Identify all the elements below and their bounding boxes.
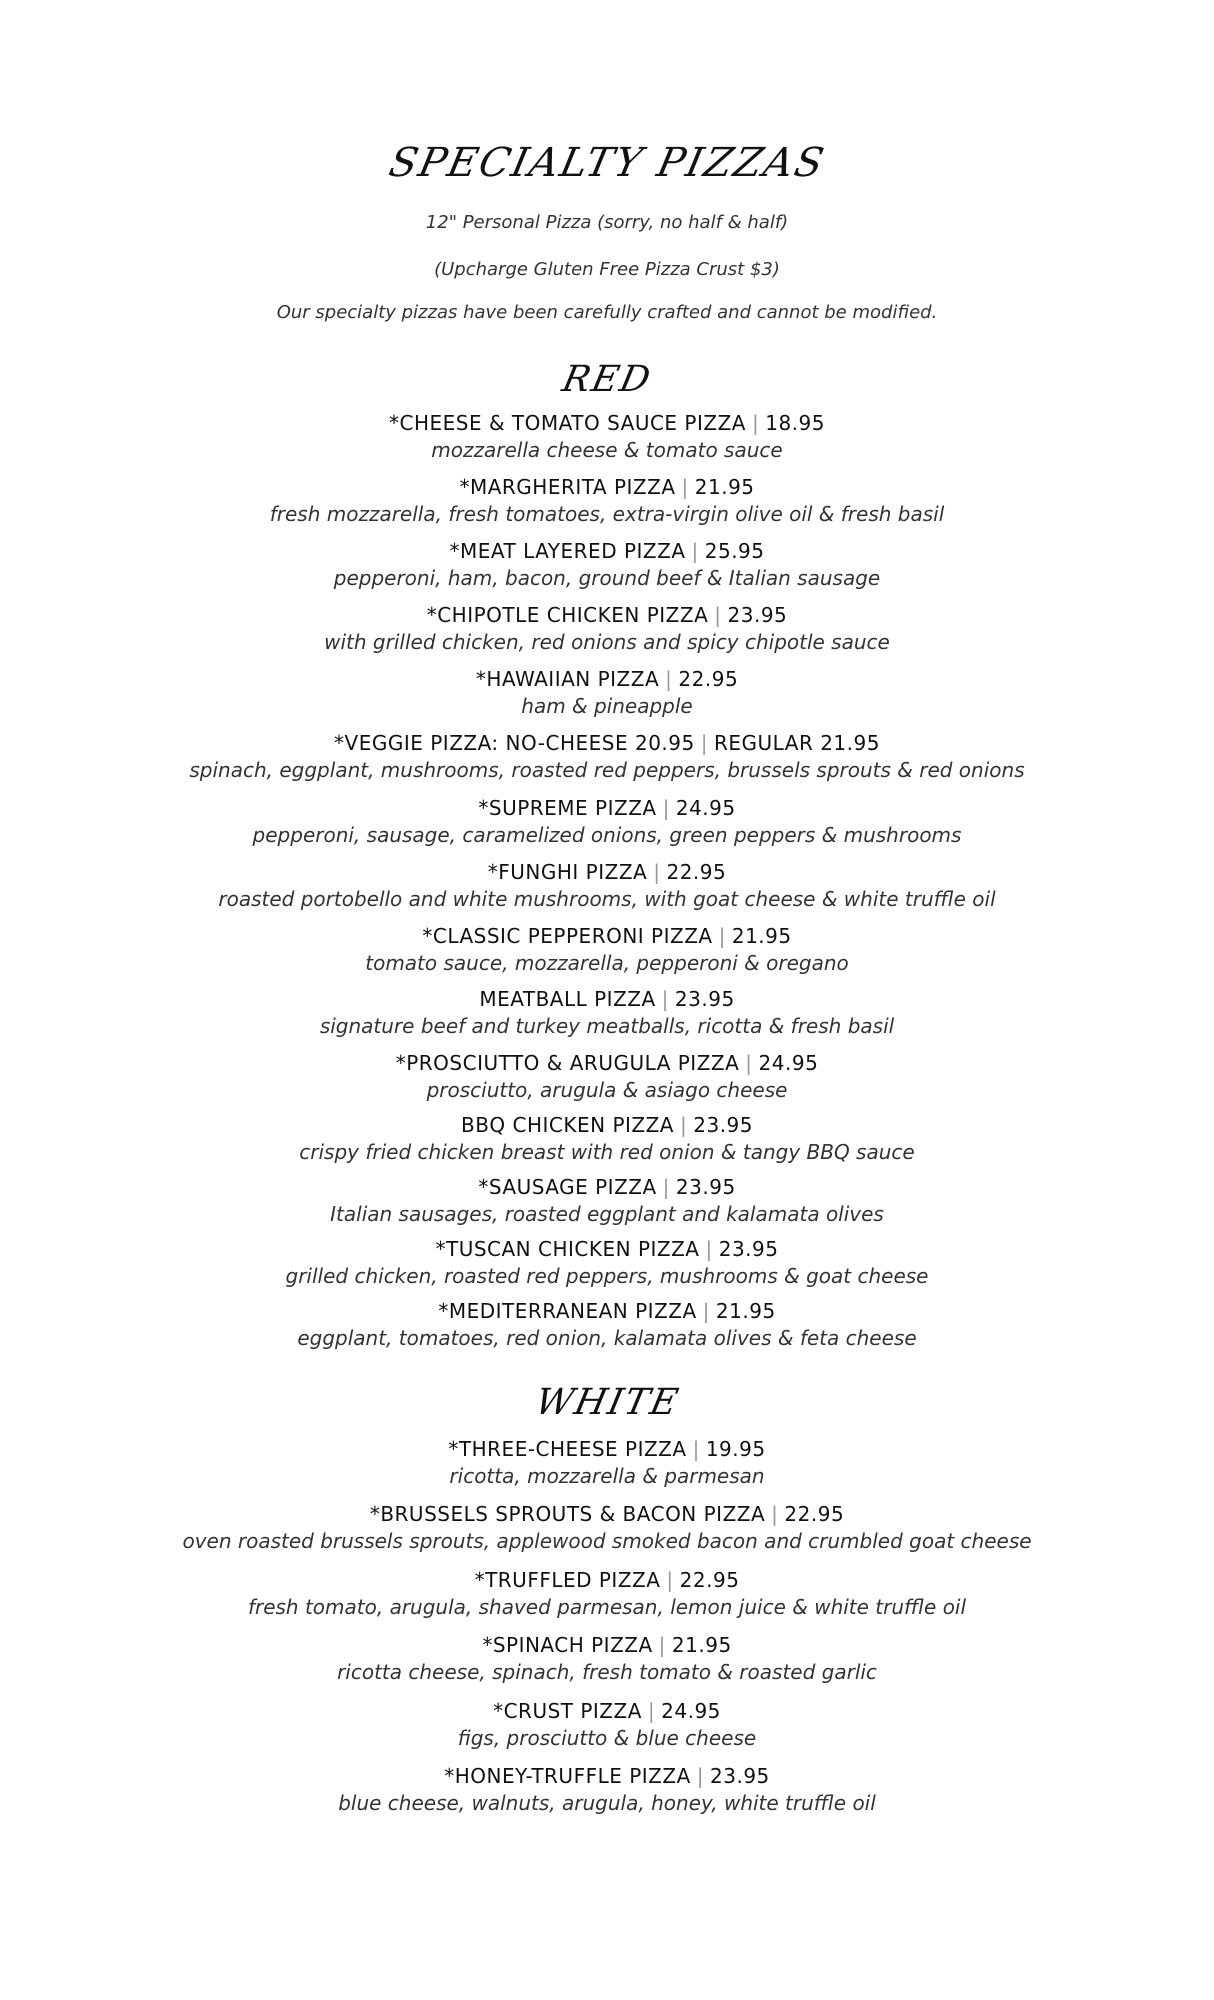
menu-item-description: ham & pineapple: [521, 694, 693, 718]
menu-item-price: 21.95: [671, 1633, 732, 1657]
menu-item: [0, 538, 1214, 591]
menu-item-heading: [0, 1236, 1214, 1263]
menu-item: [0, 730, 1214, 783]
menu-item-description: prosciutto, arugula & asiago cheese: [426, 1078, 788, 1102]
menu-item-description: ricotta, mozzarella & parmesan: [449, 1464, 765, 1488]
price-separator: |: [771, 1502, 779, 1526]
menu-item-heading: [0, 859, 1214, 886]
menu-item-name: *MEAT LAYERED PIZZA: [449, 539, 686, 563]
price-separator: |: [653, 860, 661, 884]
menu-item-name: *HONEY-TRUFFLE PIZZA: [444, 1764, 691, 1788]
menu-item-price: 21.95: [731, 924, 792, 948]
menu-item-name: BBQ CHICKEN PIZZA: [460, 1113, 674, 1137]
menu-item-description: oven roasted brussels sprouts, applewood smoked bacon and crumbled goat cheese: [182, 1529, 1032, 1553]
menu-item-heading: [0, 538, 1214, 565]
menu-item-name: *TRUFFLED PIZZA: [474, 1568, 661, 1592]
price-separator: |: [702, 1299, 710, 1323]
price-separator: |: [714, 603, 722, 627]
menu-item-name: *THREE-CHEESE PIZZA: [448, 1437, 687, 1461]
menu-item-heading: [0, 602, 1214, 629]
price-separator: |: [665, 667, 673, 691]
price-separator: |: [662, 796, 670, 820]
price-separator: |: [718, 924, 726, 948]
menu-item-price: 21.95: [694, 475, 755, 499]
menu-item-price: 22.95: [666, 860, 727, 884]
menu-item-description: figs, prosciutto & blue cheese: [457, 1726, 757, 1750]
menu-item: [0, 474, 1214, 527]
menu-item-description: with grilled chicken, red onions and spicy chipotle sauce: [324, 630, 890, 654]
menu-item-price: 25.95: [704, 539, 765, 563]
menu-item: [0, 1236, 1214, 1289]
price-separator: |: [700, 731, 708, 755]
section-title-white: [0, 1381, 1214, 1425]
page-title-text: SPECIALTY PIZZAS: [384, 140, 830, 186]
menu-item-heading: [0, 474, 1214, 501]
menu-item: [0, 1112, 1214, 1165]
menu-item-name: *HAWAIIAN PIZZA: [475, 667, 660, 691]
menu-item-heading: [0, 1112, 1214, 1139]
menu-item-name: *CRUST PIZZA: [493, 1699, 642, 1723]
menu-item-heading: [0, 1501, 1214, 1528]
menu-item-price: 24.95: [758, 1051, 819, 1075]
menu-item-name: *VEGGIE PIZZA: NO-CHEESE 20.95: [334, 731, 695, 755]
price-separator: |: [680, 1113, 688, 1137]
menu-item-heading: [0, 1763, 1214, 1790]
menu-item-name: *MARGHERITA PIZZA: [459, 475, 676, 499]
price-separator: |: [692, 1437, 700, 1461]
price-separator: |: [658, 1633, 666, 1657]
menu-item-price: 23.95: [674, 987, 735, 1011]
menu-item-description: Italian sausages, roasted eggplant and kalamata olives: [330, 1202, 884, 1226]
menu-item-name: *CHIPOTLE CHICKEN PIZZA: [426, 603, 709, 627]
menu-item: [0, 1050, 1214, 1103]
menu-item: [0, 1501, 1214, 1554]
menu-item: [0, 859, 1214, 912]
menu-item-heading: [0, 795, 1214, 822]
menu-item-name: *SUPREME PIZZA: [478, 796, 657, 820]
menu-item-description: pepperoni, sausage, caramelized onions, green peppers & mushrooms: [252, 823, 962, 847]
menu-item-name: *CHEESE & TOMATO SAUCE PIZZA: [389, 411, 746, 435]
menu-item: [0, 795, 1214, 848]
menu-item-name: *CLASSIC PEPPERONI PIZZA: [422, 924, 713, 948]
menu-item-description: tomato sauce, mozzarella, pepperoni & oregano: [365, 951, 849, 975]
price-separator: |: [696, 1764, 705, 1788]
price-separator: |: [666, 1568, 674, 1592]
menu-item-price: REGULAR 21.95: [713, 731, 880, 755]
menu-item-description: blue cheese, walnuts, arugula, honey, white truffle oil: [338, 1791, 876, 1815]
menu-item-heading: [0, 1632, 1214, 1659]
menu-item-price: 23.95: [693, 1113, 754, 1137]
menu-item-name: *SPINACH PIZZA: [482, 1633, 653, 1657]
price-separator: |: [661, 987, 669, 1011]
size-note: 12" Personal Pizza (sorry, no half & half): [425, 212, 789, 233]
menu-item: [0, 923, 1214, 976]
menu-item-heading: [0, 923, 1214, 950]
menu-item: [0, 1763, 1214, 1816]
menu-item-heading: [0, 1174, 1214, 1201]
menu-item-description: ricotta cheese, spinach, fresh tomato & roasted garlic: [337, 1660, 877, 1684]
menu-item-description: mozzarella cheese & tomato sauce: [431, 438, 783, 462]
menu-item-price: 24.95: [675, 796, 736, 820]
menu-item: [0, 986, 1214, 1039]
menu-item-name: *SAUSAGE PIZZA: [478, 1175, 657, 1199]
menu-item-heading: [0, 410, 1214, 437]
menu-item-name: *MEDITERRANEAN PIZZA: [438, 1299, 697, 1323]
menu-item-description: signature beef and turkey meatballs, ricotta & fresh basil: [319, 1014, 895, 1038]
menu-item: [0, 1698, 1214, 1751]
menu-item-price: 21.95: [715, 1299, 776, 1323]
menu-item-name: *FUNGHI PIZZA: [487, 860, 648, 884]
price-separator: |: [745, 1051, 753, 1075]
menu-item-description: fresh tomato, arugula, shaved parmesan, lemon juice & white truffle oil: [247, 1595, 967, 1619]
section-title-red: [0, 358, 1214, 402]
menu-item-price: 22.95: [784, 1502, 845, 1526]
menu-item-heading: [0, 986, 1214, 1013]
menu-item-heading: [0, 730, 1214, 757]
page-title: [0, 138, 1214, 188]
menu-item-heading: [0, 1050, 1214, 1077]
menu-item-description: spinach, eggplant, mushrooms, roasted red peppers, brussels sprouts & red onions: [189, 758, 1025, 782]
price-separator: |: [647, 1699, 656, 1723]
section-title-red-text: RED: [558, 359, 656, 400]
menu-item: [0, 1174, 1214, 1227]
menu-item: [0, 666, 1214, 719]
menu-item-heading: [0, 1298, 1214, 1325]
menu-item-price: 19.95: [705, 1437, 766, 1461]
menu-item: [0, 1567, 1214, 1620]
menu-item-name: *PROSCIUTTO & ARUGULA PIZZA: [395, 1051, 740, 1075]
menu-item: [0, 602, 1214, 655]
menu-item-heading: [0, 666, 1214, 693]
menu-item-name: *TUSCAN CHICKEN PIZZA: [435, 1237, 700, 1261]
menu-item-name: MEATBALL PIZZA: [479, 987, 656, 1011]
price-separator: |: [751, 411, 760, 435]
menu-item-price: 18.95: [765, 411, 825, 435]
menu-item: [0, 1298, 1214, 1351]
no-modification-note: Our specialty pizzas have been carefully crafted and cannot be modified.: [276, 302, 938, 323]
menu-item: [0, 1632, 1214, 1685]
price-separator: |: [705, 1237, 713, 1261]
menu-item-description: eggplant, tomatoes, red onion, kalamata olives & feta cheese: [297, 1326, 917, 1350]
menu-item-price: 23.95: [710, 1764, 770, 1788]
menu-item-price: 23.95: [675, 1175, 736, 1199]
section-title-white-text: WHITE: [531, 1382, 683, 1423]
menu-item-price: 22.95: [678, 667, 739, 691]
menu-item-description: pepperoni, ham, bacon, ground beef & Italian sausage: [333, 566, 881, 590]
menu-item-price: 23.95: [727, 603, 788, 627]
menu-item-heading: [0, 1698, 1214, 1725]
menu-item-description: fresh mozzarella, fresh tomatoes, extra-virgin olive oil & fresh basil: [269, 502, 945, 526]
menu-item-price: 22.95: [679, 1568, 740, 1592]
menu-item-heading: [0, 1567, 1214, 1594]
menu-item-description: grilled chicken, roasted red peppers, mushrooms & goat cheese: [285, 1264, 929, 1288]
price-separator: |: [681, 475, 689, 499]
price-separator: |: [691, 539, 699, 563]
menu-item-price: 23.95: [718, 1237, 779, 1261]
price-separator: |: [662, 1175, 670, 1199]
menu-item-heading: [0, 1436, 1214, 1463]
menu-item-description: roasted portobello and white mushrooms, with goat cheese & white truffle oil: [218, 887, 996, 911]
gluten-free-note: (Upcharge Gluten Free Pizza Crust $3): [434, 259, 780, 280]
menu-item: [0, 1436, 1214, 1489]
menu-item-description: crispy fried chicken breast with red onion & tangy BBQ sauce: [299, 1140, 915, 1164]
menu-item-price: 24.95: [661, 1699, 721, 1723]
menu-item-name: *BRUSSELS SPROUTS & BACON PIZZA: [369, 1502, 766, 1526]
menu-item: [0, 410, 1214, 463]
